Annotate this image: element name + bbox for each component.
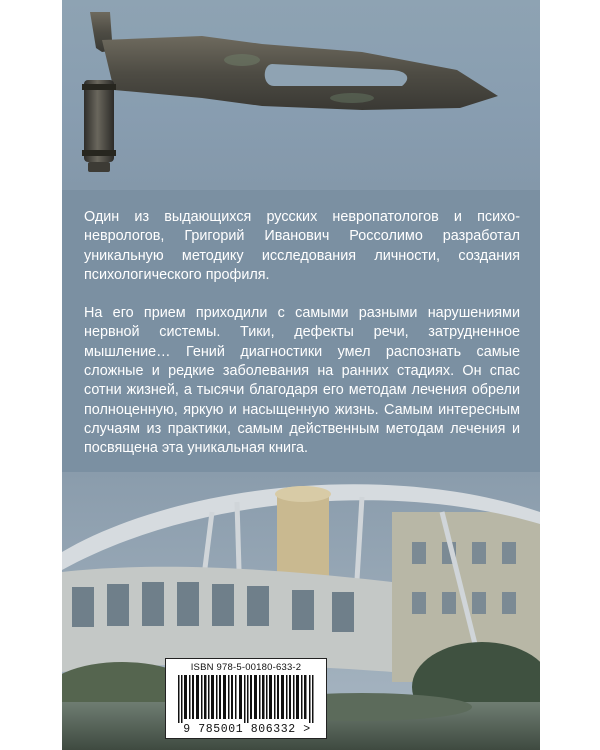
description-paragraph-1: Один из выдающихся русских невропатологов и психоневрологов, Григорий Иванович Россолимо разработал уникальную методику исследования личности, создания психологического профиля. [84, 209, 520, 283]
reflex-hammer-image [62, 0, 540, 190]
description-paragraph-2: На его прием приходили с самыми разными нарушениями нервной системы. Тики, дефекты речи, затрудненное мышление… Гений диагностики умел распознать самые сложные и редкие заболевания на ранних стадиях. Он спас сотни жизней, а тысячи благодаря его методам лечения обрели полноценную, яркую и насыщенную жизнь. Самым интересным случаям из практики, самым действенным методам лечения и посвящена эта уникальная книга. [84, 305, 520, 457]
description-panel [62, 190, 540, 472]
barcode-digits: 9 785001 806332 > [183, 723, 311, 736]
book-back-cover [62, 0, 540, 750]
barcode-icon [178, 675, 316, 723]
isbn-barcode-block [165, 658, 327, 739]
top-illustration-band [62, 0, 540, 190]
isbn-label: ISBN 978-5-00180-633-2 [190, 662, 302, 673]
